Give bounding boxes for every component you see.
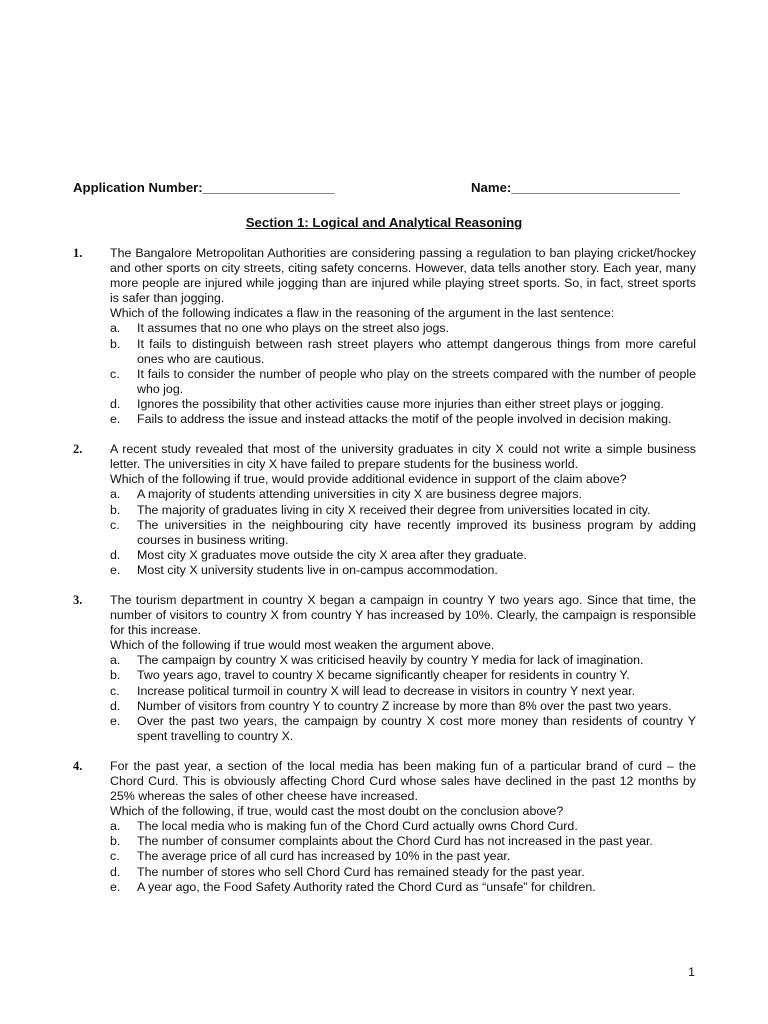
question-2 — [73, 442, 696, 578]
application-number-blank: __________________ — [202, 180, 335, 195]
question-number: 1. — [73, 246, 83, 260]
option-text: The campaign by country X was criticised heavily by country Y media for lack of imagination. — [137, 653, 644, 668]
option-letter: c. — [110, 366, 120, 381]
question-body — [110, 759, 696, 895]
option-text: The local media who is making fun of the Chord Curd actually owns Chord Curd. — [137, 819, 578, 834]
question-stem: The tourism department in country X began a campaign in country Y two years ago. Since that time, the number of visitors to country X from country Y has increased by 10%. Clearly, the campaign is responsible for this increase. — [110, 592, 696, 638]
option-text: A majority of students attending universities in city X are business degree majors. — [137, 487, 582, 502]
question-body — [110, 442, 696, 578]
option-text: Most city X graduates move outside the city X area after they graduate. — [137, 547, 527, 562]
option-text: The majority of graduates living in city X received their degree from universities located in city. — [137, 502, 651, 517]
question-3 — [73, 593, 696, 744]
question-stem: For the past year, a section of the local media has been making fun of a particular brand of curd – the Chord Curd. This is obviously affecting Chord Curd whose sales have declined in the past 12 months by 25% whereas the sales of other cheese have increased. — [110, 758, 696, 804]
answer-options — [110, 653, 696, 744]
answer-option — [110, 397, 696, 412]
answer-options — [110, 819, 696, 894]
option-letter: b. — [110, 668, 121, 683]
question-number: 2. — [73, 442, 83, 457]
option-text: It fails to consider the number of people who play on the streets compared with the number of people who jog. — [137, 366, 696, 396]
answer-option — [110, 518, 696, 548]
application-number-label: Application Number: — [73, 180, 203, 195]
section-title: Section 1: Logical and Analytical Reasoning — [245, 215, 523, 230]
question-body — [110, 246, 696, 427]
application-number-field — [73, 180, 335, 195]
question-body — [110, 593, 696, 744]
option-letter: b. — [110, 336, 121, 351]
option-text: Over the past two years, the campaign by country X cost more money than residents of country Y spent travelling to country X. — [137, 713, 696, 743]
answer-option — [110, 563, 696, 578]
question-stem: A recent study revealed that most of the university graduates in city X could not write a simple business letter. The universities in city X have failed to prepare students for the business world. — [110, 442, 696, 472]
option-text: It assumes that no one who plays on the street also jogs. — [137, 321, 450, 336]
option-letter: b. — [110, 834, 121, 849]
option-text: A year ago, the Food Safety Authority rated the Chord Curd as “unsafe” for children. — [137, 879, 596, 894]
question-1 — [73, 246, 696, 427]
answer-option — [110, 337, 696, 367]
question-number: 3. — [73, 592, 83, 607]
question-prompt: Which of the following if true would most weaken the argument above. — [110, 638, 495, 653]
option-letter: d. — [110, 547, 121, 562]
answer-options — [110, 321, 696, 427]
page-number: 1 — [688, 965, 695, 979]
answer-option — [110, 548, 696, 563]
option-letter: d. — [110, 698, 121, 713]
option-text: The universities in the neighbouring city have recently improved its business program by adding courses in business writing. — [137, 517, 696, 547]
option-letter: d. — [110, 864, 121, 879]
option-letter: c. — [110, 517, 120, 532]
option-text: Most city X university students live in on-campus accommodation. — [137, 562, 498, 577]
option-text: It fails to distinguish between rash street players who attempt dangerous things from more careful ones who are cautious. — [137, 336, 696, 366]
answer-option — [110, 819, 696, 834]
option-letter: b. — [110, 502, 121, 517]
option-text: The average price of all curd has increased by 10% in the past year. — [137, 849, 511, 864]
answer-option — [110, 367, 696, 397]
answer-option — [110, 699, 696, 714]
answer-option — [110, 321, 696, 336]
question-list — [73, 246, 696, 910]
answer-option — [110, 849, 696, 864]
option-letter: a. — [110, 653, 121, 668]
answer-option — [110, 668, 696, 683]
question-prompt: Which of the following if true, would provide additional evidence in support of the claim above? — [110, 472, 627, 487]
answer-option — [110, 653, 696, 668]
question-prompt: Which of the following indicates a flaw in the reasoning of the argument in the last sentence: — [110, 306, 615, 321]
answer-options — [110, 487, 696, 578]
option-letter: e. — [110, 713, 121, 728]
option-text: Number of visitors from country Y to country Z increase by more than 8% over the past two years. — [137, 698, 672, 713]
answer-option — [110, 503, 696, 518]
question-number: 4. — [73, 758, 83, 773]
option-text: The number of stores who sell Chord Curd has remained steady for the past year. — [137, 864, 585, 879]
option-text: Increase political turmoil in country X will lead to decrease in visitors in country Y next year. — [137, 683, 636, 698]
option-text: The number of consumer complaints about the Chord Curd has not increased in the past year. — [137, 834, 653, 849]
option-letter: a. — [110, 321, 121, 336]
name-blank: _______________________ — [511, 180, 681, 195]
option-letter: a. — [110, 819, 121, 834]
question-prompt: Which of the following, if true, would cast the most doubt on the conclusion above? — [110, 804, 564, 819]
option-letter: e. — [110, 562, 121, 577]
question-4 — [73, 759, 696, 895]
option-text: Ignores the possibility that other activities cause more injuries than either street plays or jogging. — [137, 396, 664, 411]
option-letter: e. — [110, 879, 121, 894]
option-letter: d. — [110, 396, 121, 411]
question-stem: The Bangalore Metropolitan Authorities are considering passing a regulation to ban playing cricket/hockey and other sports on city streets, citing safety concerns. However, data tells another story. Each year, many more people are injured while jogging than are injured while playing street sports. So, in fact, street sports is safer than jogging. — [110, 246, 696, 306]
answer-option — [110, 865, 696, 880]
answer-option — [110, 880, 696, 895]
answer-option — [110, 684, 696, 699]
option-text: Fails to address the issue and instead attacks the motif of the people involved in decision making. — [137, 412, 672, 427]
answer-option — [110, 714, 696, 744]
option-text: Two years ago, travel to country X became significantly cheaper for residents in country Y. — [137, 668, 630, 683]
option-letter: a. — [110, 487, 121, 502]
answer-option — [110, 487, 696, 502]
answer-option — [110, 412, 696, 427]
name-field — [471, 180, 680, 195]
option-letter: e. — [110, 412, 121, 427]
option-letter: c. — [110, 683, 120, 698]
name-label: Name: — [471, 180, 512, 195]
answer-option — [110, 834, 696, 849]
option-letter: c. — [110, 849, 120, 864]
